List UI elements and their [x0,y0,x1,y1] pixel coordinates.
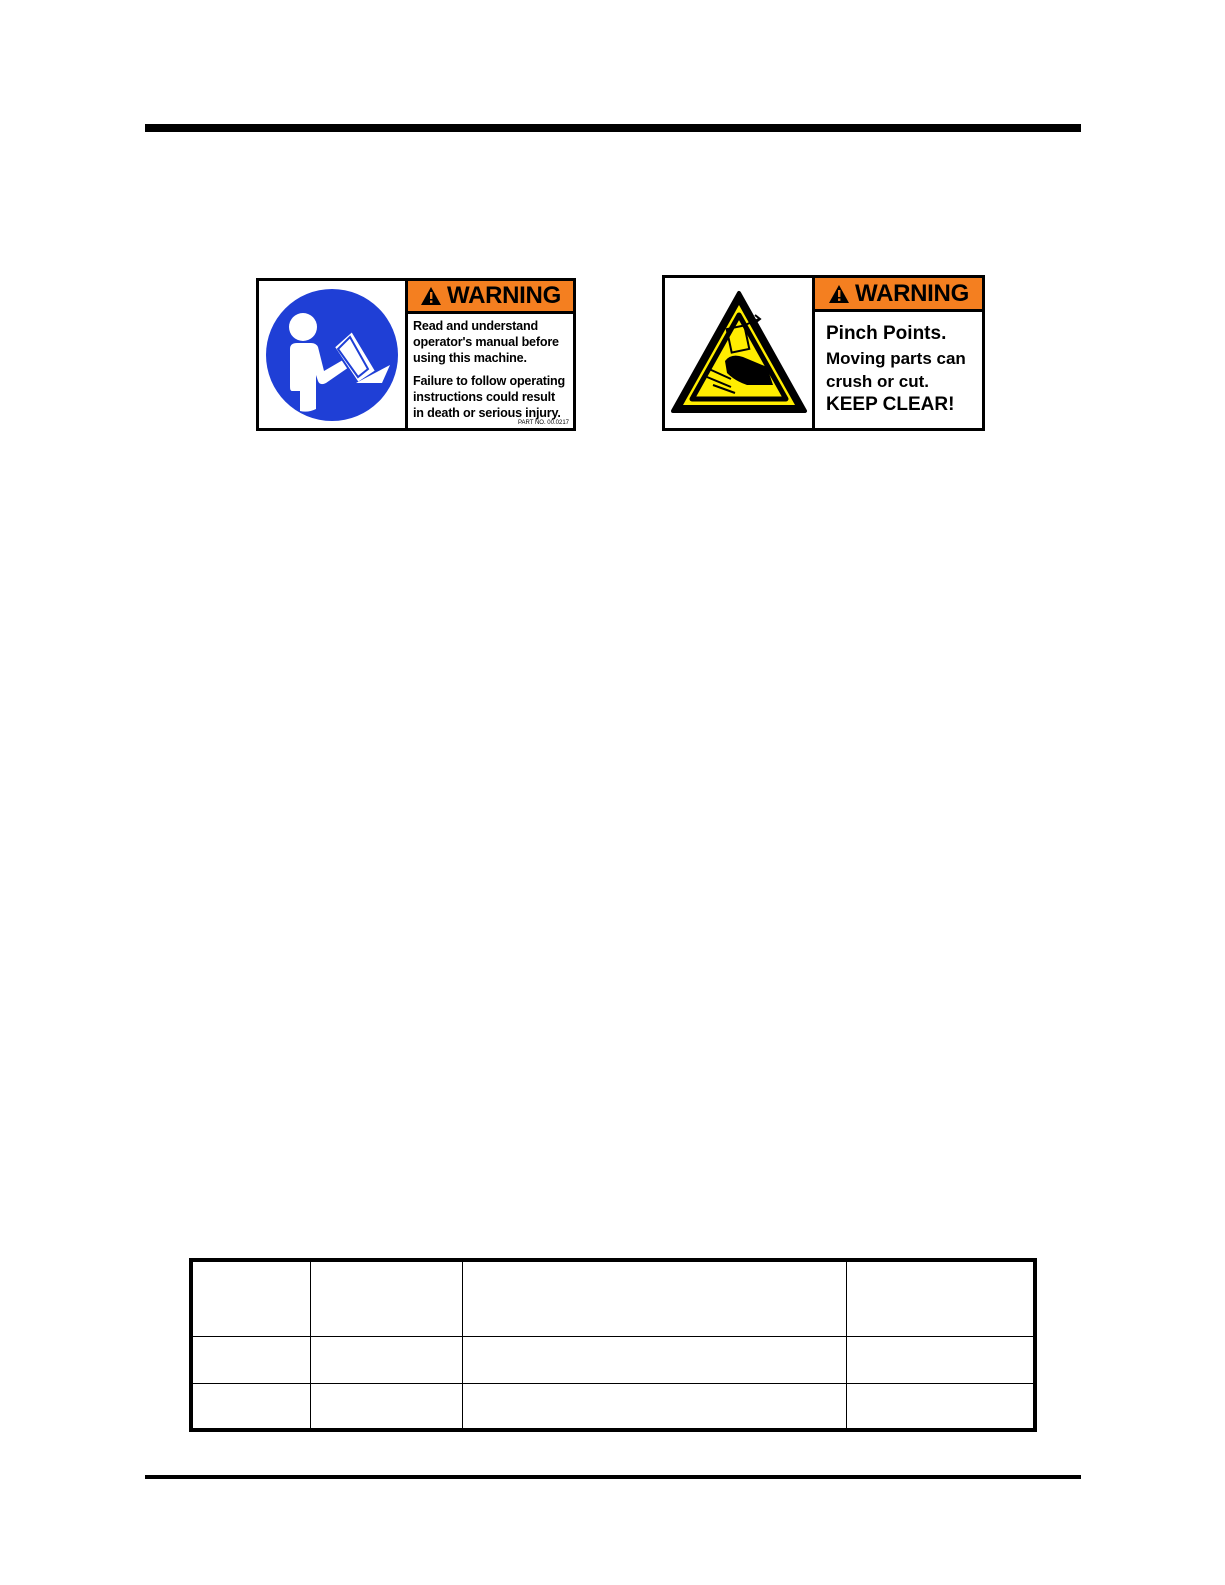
warning-header [408,281,573,314]
warning-header [815,278,982,312]
table-cell [462,1336,846,1383]
warning-label-read-manual [256,278,576,431]
table-cell [310,1383,462,1430]
warning-paragraph-1: Read and understand operator's manual before using this machine. [413,319,559,365]
table-header-row [191,1260,1035,1336]
warning-header-text: WARNING [447,282,561,309]
pictogram-panel [665,278,815,428]
table-cell [191,1383,310,1430]
table-cell [310,1260,462,1336]
table-cell [310,1336,462,1383]
warning-body [815,312,982,417]
warning-line-3: crush or cut. [826,372,929,391]
warning-triangle-icon [420,286,442,306]
table-cell [191,1260,310,1336]
bottom-rule [145,1475,1081,1479]
pictogram-panel [259,281,408,428]
warning-line-2: Moving parts can [826,349,966,368]
top-rule [145,124,1081,132]
table-cell [191,1336,310,1383]
table-cell [846,1336,1035,1383]
table-cell [846,1260,1035,1336]
pinch-point-hazard-icon [669,289,809,417]
read-manual-icon [264,287,400,423]
revision-table [189,1258,1037,1432]
warning-line-1: Pinch Points. [826,323,947,344]
part-number: PART NO. 00.0217 [517,420,569,426]
table-cell [462,1383,846,1430]
warning-paragraph-2: Failure to follow operating instructions could result in death or serious injury. [413,374,566,420]
warning-body [408,314,573,428]
warning-header-text: WARNING [855,279,969,307]
warning-triangle-icon [828,284,850,304]
table-row [191,1336,1035,1383]
table-cell [846,1383,1035,1430]
warning-line-4: KEEP CLEAR! [826,394,955,415]
table-row [191,1383,1035,1430]
table-cell [462,1260,846,1336]
warning-label-pinch-points [662,275,985,431]
